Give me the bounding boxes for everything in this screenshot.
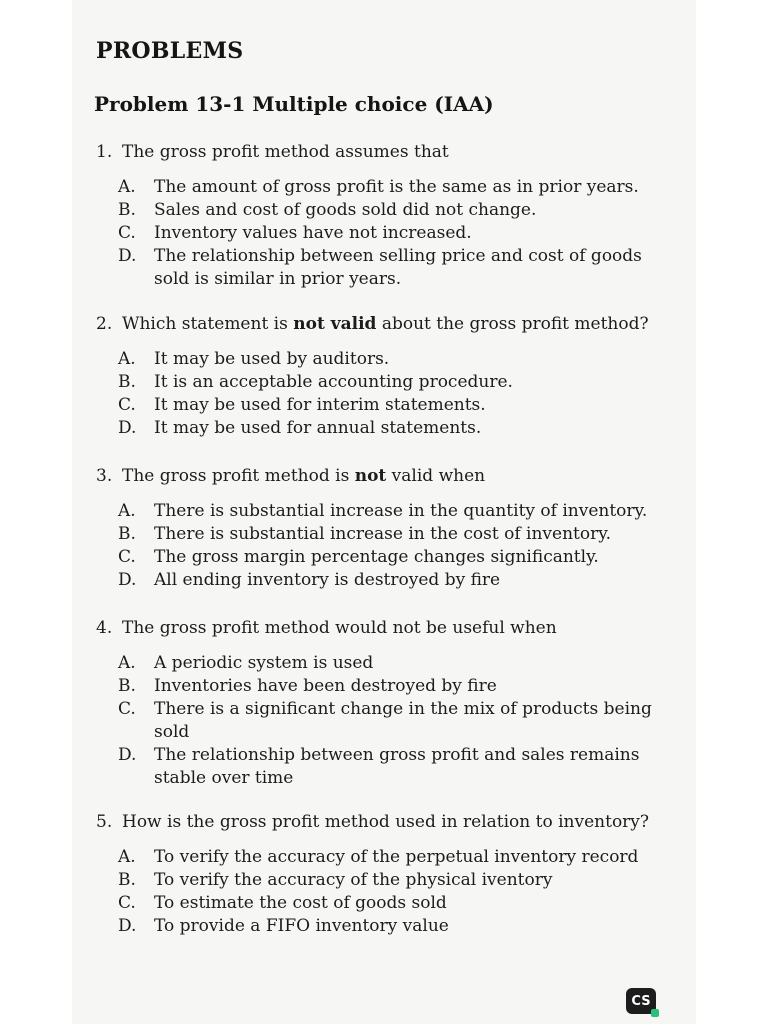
- choice-text: It is an acceptable accounting procedure.: [154, 372, 513, 392]
- question-1: [96, 142, 666, 291]
- choice-letter: A.: [118, 501, 136, 521]
- choice-text: Inventories have been destroyed by fire: [154, 676, 497, 696]
- choice-text: The gross margin percentage changes significantly.: [154, 547, 599, 567]
- choice-letter: C.: [118, 223, 136, 243]
- question-text-segment: valid when: [386, 466, 486, 486]
- emphasis-text: not: [354, 466, 387, 486]
- question-text: [122, 466, 485, 487]
- choice-text: Inventory values have not increased.: [154, 223, 472, 243]
- question-text: [122, 142, 449, 163]
- question-3: [96, 466, 666, 592]
- answer-choice: [118, 523, 666, 546]
- answer-choice: [118, 371, 666, 394]
- question-number: 3.: [96, 466, 113, 486]
- choice-letter: B.: [118, 524, 136, 544]
- camscanner-logo-icon: CS: [626, 988, 656, 1014]
- choice-text: To estimate the cost of goods sold: [154, 893, 447, 913]
- question-text-segment: Which statement is: [122, 314, 294, 334]
- answer-choice: [118, 698, 666, 744]
- question-number: 4.: [96, 618, 113, 638]
- question-text-segment: The gross profit method assumes that: [122, 142, 449, 162]
- answer-choice: [118, 915, 666, 938]
- choice-letter: B.: [118, 870, 136, 890]
- answer-choices: [118, 500, 666, 592]
- answer-choice: [118, 675, 666, 698]
- answer-choice: [118, 417, 666, 440]
- question-stem: [96, 142, 666, 163]
- choice-text: There is a significant change in the mix of products being sold: [154, 699, 652, 742]
- choice-letter: D.: [118, 745, 137, 765]
- choice-letter: A.: [118, 653, 136, 673]
- answer-choice: [118, 744, 666, 790]
- choice-letter: B.: [118, 676, 136, 696]
- choice-letter: D.: [118, 916, 137, 936]
- question-text-segment: How is the gross profit method used in relation to inventory?: [122, 812, 650, 832]
- question-text: [122, 618, 557, 639]
- choice-text: There is substantial increase in the cost of inventory.: [154, 524, 611, 544]
- question-4: [96, 618, 666, 790]
- choice-text: There is substantial increase in the quantity of inventory.: [154, 501, 648, 521]
- question-text-segment: about the gross profit method?: [376, 314, 649, 334]
- choice-text: It may be used for interim statements.: [154, 395, 486, 415]
- answer-choice: [118, 199, 666, 222]
- choice-text: A periodic system is used: [154, 653, 374, 673]
- question-stem: [96, 314, 666, 335]
- question-text: [122, 314, 649, 335]
- question-stem: [96, 812, 666, 833]
- choice-letter: A.: [118, 349, 136, 369]
- choice-text: To verify the accuracy of the physical iventory: [154, 870, 553, 890]
- answer-choices: [118, 348, 666, 440]
- answer-choices: [118, 846, 666, 938]
- choice-letter: D.: [118, 418, 137, 438]
- choice-letter: C.: [118, 395, 136, 415]
- answer-choice: [118, 869, 666, 892]
- answer-choice: [118, 500, 666, 523]
- question-5: [96, 812, 666, 938]
- problem-title: Problem 13-1 Multiple choice (IAA): [94, 92, 494, 116]
- choice-letter: A.: [118, 847, 136, 867]
- answer-choice: [118, 892, 666, 915]
- choice-text: To provide a FIFO inventory value: [154, 916, 449, 936]
- choice-text: It may be used for annual statements.: [154, 418, 482, 438]
- page-heading: PROBLEMS: [96, 38, 244, 64]
- question-number: 1.: [96, 142, 113, 162]
- choice-text: It may be used by auditors.: [154, 349, 390, 369]
- choice-letter: C.: [118, 699, 136, 719]
- choice-text: The relationship between selling price and cost of goods sold is similar in prior years.: [154, 246, 642, 289]
- emphasis-text: not valid: [293, 314, 377, 334]
- answer-choice: [118, 569, 666, 592]
- answer-choice: [118, 348, 666, 371]
- question-text-segment: The gross profit method would not be useful when: [122, 618, 557, 638]
- answer-choices: [118, 652, 666, 790]
- answer-choice: [118, 546, 666, 569]
- answer-choices: [118, 176, 666, 291]
- answer-choice: [118, 176, 666, 199]
- choice-letter: A.: [118, 177, 136, 197]
- choice-text: To verify the accuracy of the perpetual inventory record: [154, 847, 639, 867]
- choice-text: All ending inventory is destroyed by fire: [154, 570, 501, 590]
- choice-letter: D.: [118, 570, 137, 590]
- answer-choice: [118, 222, 666, 245]
- question-stem: [96, 618, 666, 639]
- choice-text: The relationship between gross profit and sales remains stable over time: [154, 745, 640, 788]
- choice-text: Sales and cost of goods sold did not change.: [154, 200, 537, 220]
- choice-letter: B.: [118, 372, 136, 392]
- choice-letter: C.: [118, 547, 136, 567]
- question-number: 2.: [96, 314, 113, 334]
- question-number: 5.: [96, 812, 113, 832]
- choice-letter: B.: [118, 200, 136, 220]
- answer-choice: [118, 245, 666, 291]
- choice-letter: D.: [118, 246, 137, 266]
- question-stem: [96, 466, 666, 487]
- choice-text: The amount of gross profit is the same as in prior years.: [154, 177, 639, 197]
- question-text: [122, 812, 649, 833]
- question-2: [96, 314, 666, 440]
- answer-choice: [118, 394, 666, 417]
- answer-choice: [118, 652, 666, 675]
- choice-letter: C.: [118, 893, 136, 913]
- answer-choice: [118, 846, 666, 869]
- question-text-segment: The gross profit method is: [122, 466, 355, 486]
